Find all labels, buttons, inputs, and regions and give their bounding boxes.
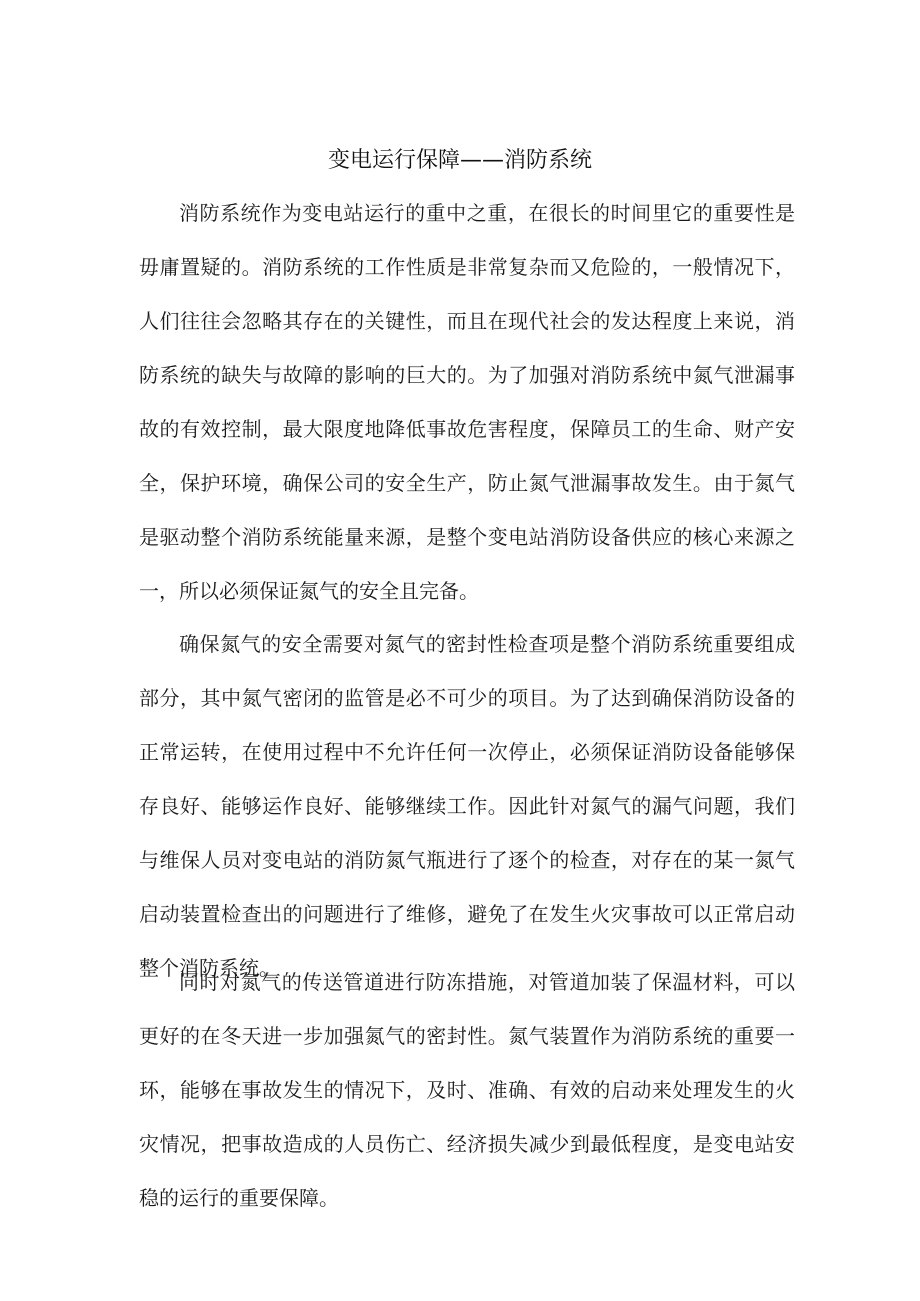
document-title: 变电运行保障——消防系统 [327,148,592,173]
paragraph-1: 消防系统作为变电站运行的重中之重，在很长的时间里它的重要性是毋庸置疑的。消防系统的工作性质是非常复杂而又危险的，一般情况下，人们往往会忽略其存在的关键性，而且在现代社会的发达程度上来说，消防系统的缺失与故障的影响的巨大的。为了加强对消防系统中氮气泄漏事故的有效控制，最大限度地降低事故危害程度，保障员工的生命、财产安全，保护环境，确保公司的安全生产，防止氮气泄漏事故发生。由于氮气是驱动整个消防系统能量来源，是整个变电站消防设备供应的核心来源之一，所以必须保证氮气的安全且完备。 [139,201,795,603]
paragraph-2: 确保氮气的安全需要对氮气的密封性检查项是整个消防系统重要组成部分，其中氮气密闭的监管是必不可少的项目。为了达到确保消防设备的正常运转，在使用过程中不允许任何一次停止，必须保证消防设备能够保存良好、能够运作良好、能够继续工作。因此针对氮气的漏气问题，我们与维保人员对变电站的消防氮气瓶进行了逐个的检查，对存在的某一氮气启动装置检查出的问题进行了维修，避免了在发生火灾事故可以正常启动整个消防系统。 [139,632,795,980]
paragraph-3: 同时对氮气的传送管道进行防冻措施，对管道加装了保温材料，可以更好的在冬天进一步加强氮气的密封性。氮气装置作为消防系统的重要一环，能够在事故发生的情况下，及时、准确、有效的启动来处理发生的火灾情况，把事故造成的人员伤亡、经济损失减少到最低程度，是变电站安稳的运行的重要保障。 [139,970,795,1210]
